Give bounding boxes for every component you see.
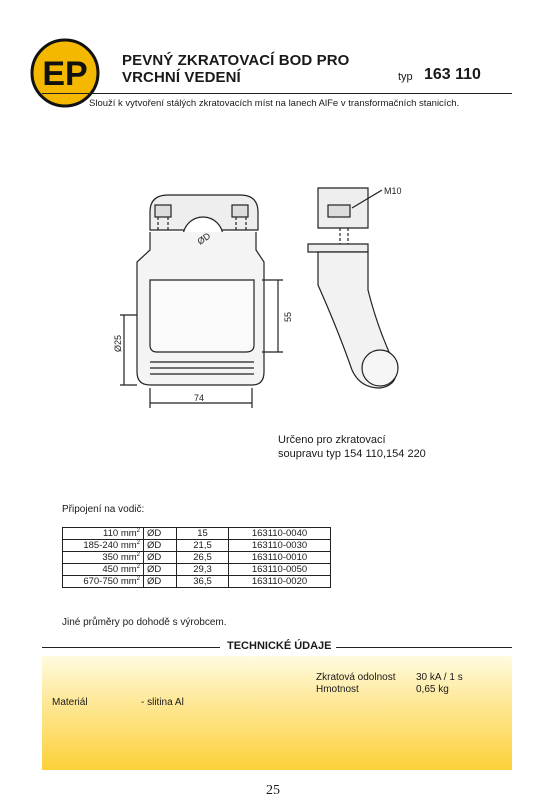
title-line-2: VRCHNÍ VEDENÍ <box>122 69 241 86</box>
tech-title: TECHNICKÉ ÚDAJE <box>227 640 332 652</box>
table-row <box>63 528 331 540</box>
diameter-cell: 29,3 <box>177 564 229 576</box>
typ-number: 163 110 <box>424 66 481 83</box>
diameter-symbol-cell: ØD <box>144 528 177 540</box>
order-code-cell: 163110-0050 <box>229 564 331 576</box>
diameter-cell: 21,5 <box>177 540 229 552</box>
typ-label: typ <box>398 71 413 83</box>
usage-note <box>278 433 426 461</box>
usage-note-line-1: Určeno pro zkratovací <box>278 434 386 446</box>
title-line-1: PEVNÝ ZKRATOVACÍ BOD PRO <box>122 52 350 69</box>
diameter-cell: 26,5 <box>177 552 229 564</box>
dim-55-label: 55 <box>283 311 293 322</box>
diameter-symbol-cell: ØD <box>144 540 177 552</box>
order-code-cell: 163110-0010 <box>229 552 331 564</box>
order-code-cell: 163110-0040 <box>229 528 331 540</box>
diameter-symbol-cell: ØD <box>144 564 177 576</box>
material-value: - slitina Al <box>141 697 184 708</box>
diameter-label: ØD <box>195 230 213 247</box>
diameter-symbol-cell: ØD <box>144 576 177 588</box>
connection-table <box>62 527 331 588</box>
dim-25-label: Ø25 <box>113 334 123 352</box>
tech-divider-left <box>42 647 220 648</box>
tech-divider-right <box>336 647 512 648</box>
connection-label: Připojení na vodič: <box>62 504 145 515</box>
short-circuit-value: 30 kA / 1 s <box>416 672 463 683</box>
page-number: 25 <box>266 783 280 798</box>
section-cell: 670-750 $mm^2$ <box>63 576 144 588</box>
table-row <box>63 552 331 564</box>
section-cell: 450 $mm^2$ <box>63 564 144 576</box>
bolt-head-left <box>155 205 171 217</box>
usage-note-line-2: soupravu typ 154 110,154 220 <box>278 448 426 460</box>
header-divider <box>42 93 512 94</box>
diameter-symbol-cell: ØD <box>144 552 177 564</box>
custom-diameters-note: Jiné průměry po dohodě s výrobcem. <box>62 617 227 628</box>
clamp-window <box>150 280 254 352</box>
logo-text: EP <box>42 55 88 93</box>
m10-label: M10 <box>384 186 402 196</box>
bolt-head-right <box>232 205 248 217</box>
dim-74-label: 74 <box>194 393 205 403</box>
weight-value: 0,65 kg <box>416 684 449 695</box>
diameter-cell: 36,5 <box>177 576 229 588</box>
product-description: Slouží k vytvoření stálých zkratovacích míst na lanech AlFe v transformačních stanicích. <box>89 98 460 109</box>
short-circuit-label: Zkratová odolnost <box>316 672 396 683</box>
material-label: Materiál <box>52 697 88 708</box>
table-row <box>63 576 331 588</box>
order-code-cell: 163110-0030 <box>229 540 331 552</box>
order-code-cell: 163110-0020 <box>229 576 331 588</box>
table-row <box>63 540 331 552</box>
diameter-cell: 15 <box>177 528 229 540</box>
section-cell: 350 $mm^2$ <box>63 552 144 564</box>
section-cell: 185-240 $mm^2$ <box>63 540 144 552</box>
table-row <box>63 564 331 576</box>
page-title <box>122 52 349 86</box>
technical-drawing <box>0 140 551 430</box>
section-cell: 110 $mm^2$ <box>63 528 144 540</box>
weight-label: Hmotnost <box>316 684 359 695</box>
